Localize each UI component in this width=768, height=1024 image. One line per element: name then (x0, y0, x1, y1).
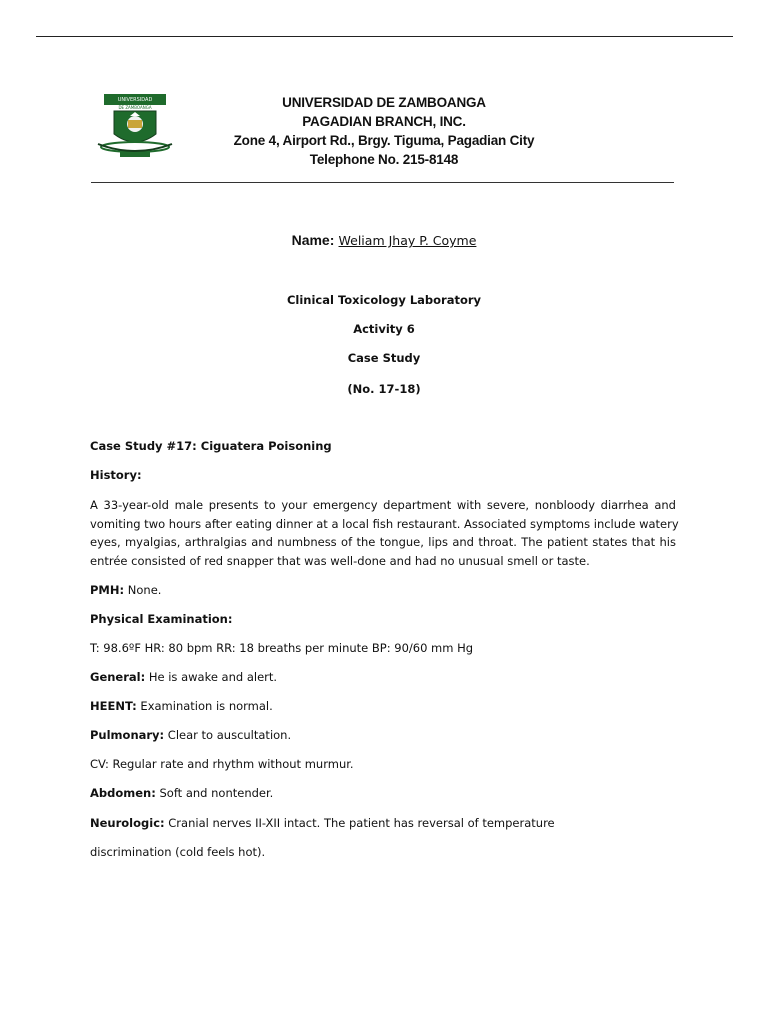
institution-telephone: Telephone No. 215-8148 (309, 152, 459, 167)
general-label: General: (90, 670, 146, 684)
pmh-line (90, 582, 676, 598)
history-line: A 33-year-old male presents to your emergency department with severe, nonbloody diarrhea and (90, 498, 676, 512)
history-line: vomiting two hours after eating dinner at a local fish restaurant. Associated symptoms include watery (90, 516, 679, 531)
heent-label: HEENT: (90, 699, 137, 713)
name-label: Name: (291, 232, 335, 248)
name-value: Weliam Jhay P. Coyme (338, 233, 477, 248)
activity-title: Activity 6 (353, 322, 415, 336)
svg-text:UNIVERSIDAD: UNIVERSIDAD (117, 97, 153, 103)
case-numbers: (No. 17-18) (347, 382, 421, 396)
heent-line (90, 698, 676, 714)
exam-heading (90, 611, 676, 627)
pmh-label: PMH: (90, 583, 125, 597)
abdomen-value: Soft and nontender. (155, 786, 274, 800)
letterhead (190, 93, 578, 169)
course-title: Clinical Toxicology Laboratory (286, 293, 482, 307)
case-heading (90, 438, 676, 454)
cv-line: CV: Regular rate and rhythm without murmur. (90, 757, 354, 771)
history-heading (90, 467, 676, 483)
neurologic-value: Cranial nerves II-XII intact. The patient has reversal of temperature (164, 816, 555, 830)
university-seal-logo (92, 92, 178, 162)
neurologic-label: Neurologic: (90, 816, 165, 830)
history-line: eyes, myalgias, arthralgias and numbness of the tongue, lips and throat. The patient states that his (90, 535, 676, 550)
branch-name: PAGADIAN BRANCH, INC. (302, 114, 466, 129)
abdomen-label: Abdomen: (90, 786, 156, 800)
svg-text:DE ZAMBOANGA: DE ZAMBOANGA (118, 105, 152, 110)
document-type: Case Study (347, 351, 421, 365)
page-top-rule (36, 36, 733, 37)
exam-label: Physical Examination: (90, 612, 233, 626)
abdomen-line (90, 785, 676, 801)
neurologic-continuation: discrimination (cold feels hot). (90, 845, 266, 859)
pulmonary-label: Pulmonary: (90, 728, 165, 742)
pmh-value: None. (124, 583, 162, 597)
neurologic-line (90, 815, 676, 831)
vitals-line: T: 98.6ºF HR: 80 bpm RR: 18 breaths per minute BP: 90/60 mm Hg (90, 641, 474, 655)
pulmonary-line (90, 727, 676, 743)
general-line (90, 669, 676, 685)
history-line: entrée consisted of red snapper that was well-done and had no unusual smell or taste. (90, 554, 590, 569)
general-value: He is awake and alert. (145, 670, 278, 684)
heent-value: Examination is normal. (136, 699, 273, 713)
student-name-row (0, 230, 768, 252)
history-label: History: (90, 468, 142, 482)
institution-name: UNIVERSIDAD DE ZAMBOANGA (282, 95, 486, 110)
case-heading-text: Case Study #17: Ciguatera Poisoning (90, 439, 332, 453)
letterhead-rule (91, 182, 674, 183)
history-paragraph (90, 496, 679, 571)
pulmonary-value: Clear to auscultation. (164, 728, 292, 742)
institution-address: Zone 4, Airport Rd., Brgy. Tiguma, Pagadian City (233, 133, 535, 148)
